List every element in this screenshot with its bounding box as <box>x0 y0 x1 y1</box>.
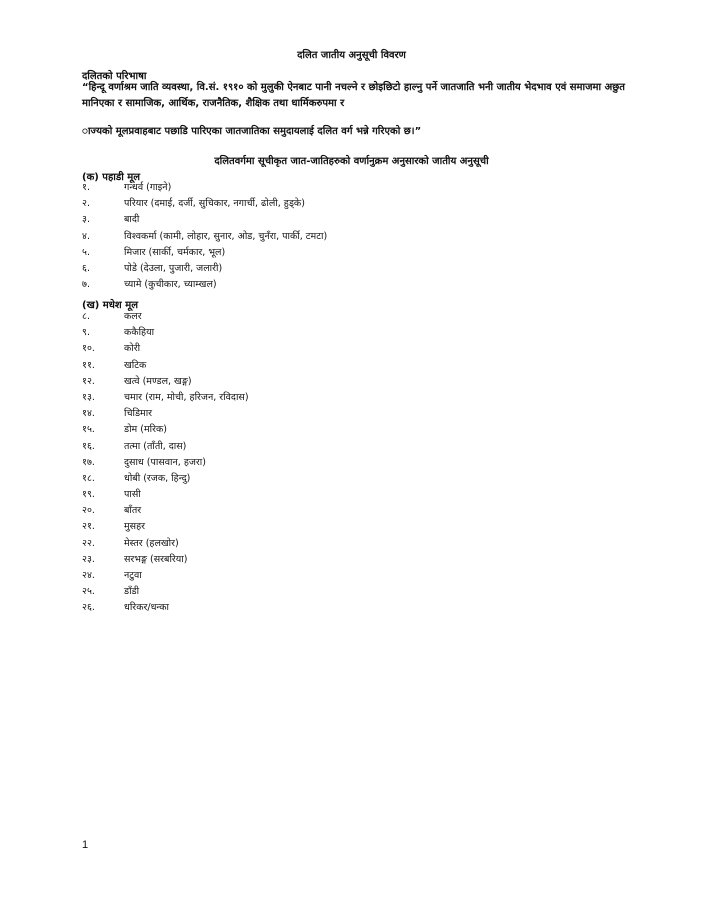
caste-name: पोडे (देउला, पुजारी, जलारी) <box>124 262 223 274</box>
list-item <box>82 568 249 584</box>
caste-name: मुसहर <box>124 521 146 533</box>
caste-name: पासी <box>124 489 141 501</box>
caste-name: खत्वे (मण्डल, खङ्ग) <box>124 375 192 387</box>
list-item <box>82 325 249 341</box>
item-number: ९. <box>82 327 90 339</box>
list-item <box>82 584 249 600</box>
item-number: ७. <box>82 279 90 291</box>
caste-name: डाँडी <box>124 586 140 598</box>
caste-name: धरिकर/धन्का <box>124 602 169 614</box>
item-number: ३. <box>82 214 90 226</box>
list-item <box>82 390 249 406</box>
caste-name: डोम (मरिक) <box>124 424 167 436</box>
list-item <box>82 245 327 261</box>
item-number: १७. <box>82 456 95 468</box>
item-number: २६. <box>82 602 95 614</box>
definition-heading: दलितको परिभाषा <box>82 71 147 82</box>
item-number: १८. <box>82 472 95 484</box>
caste-name: मिजार (सार्की, चर्मकार, भूल) <box>124 246 226 258</box>
caste-name: कलर <box>124 311 142 322</box>
list-item <box>82 341 249 357</box>
list-item <box>82 536 249 552</box>
caste-name: सरभङ्ग (सरबरिया) <box>124 553 188 565</box>
list-item <box>82 487 249 503</box>
item-number: १२. <box>82 375 95 387</box>
caste-name: खटिक <box>124 359 147 371</box>
list-item <box>82 406 249 422</box>
list-item <box>82 519 249 535</box>
list-item <box>82 212 327 228</box>
item-number: १९. <box>82 489 95 501</box>
caste-name: कोरी <box>124 343 141 355</box>
section-a-heading: (क) पहाडी मूल <box>82 172 141 183</box>
item-number: २०. <box>82 505 95 517</box>
list-item <box>82 471 249 487</box>
item-number: ४. <box>82 230 90 242</box>
section-b-list <box>82 309 249 617</box>
caste-name: बादी <box>124 214 140 226</box>
definition-paragraph-1: “हिन्दू वर्णाश्रम जाति व्यवस्था, वि.सं. १९१० को मुलुकी ऐनबाट पानी नचल्ने र छोइछिटो हाल्नु पर्ने जातजाति भनी जातीय भेदभाव एवं समाजमा अछुत मानिएका र सामाजिक, आर्थिक, राजनैतिक, शैक्षिक तथा धार्मिकरुपमा र <box>82 82 625 109</box>
list-item <box>82 374 249 390</box>
caste-name: बाँतर <box>124 505 142 517</box>
item-number: ८. <box>82 311 90 322</box>
item-number: २१. <box>82 521 95 533</box>
caste-name: विश्वकर्मा (कामी, लोहार, सुनार, ओड, चुनँरा, पार्की, टमटा) <box>124 230 328 242</box>
section-b-heading: (ख) मधेश मूल <box>82 300 138 311</box>
list-item <box>82 439 249 455</box>
item-number: १६. <box>82 440 95 452</box>
list-item <box>82 455 249 471</box>
item-number: ५. <box>82 246 90 258</box>
item-number: १३. <box>82 391 95 403</box>
item-number: २५. <box>82 586 95 598</box>
caste-name: ककैहिया <box>124 327 155 339</box>
list-item <box>82 229 327 245</box>
item-number: २३. <box>82 553 95 565</box>
list-item <box>82 552 249 568</box>
caste-name: धोबी (रजक, हिन्दु) <box>124 472 191 484</box>
caste-name: मेस्तर (हलखोर) <box>124 537 179 549</box>
page-number: 1 <box>82 839 89 851</box>
item-number: २२. <box>82 537 95 549</box>
caste-name: परियार (दमाई, दर्जी, सुचिकार, नगार्ची, ढोली, हुड्के) <box>124 198 305 210</box>
item-number: २. <box>82 198 90 210</box>
document-title: दलित जातीय अनुसूची विवरण <box>297 50 406 61</box>
caste-name: गन्धर्व (गाइने) <box>124 182 172 193</box>
item-number: ६. <box>82 262 90 274</box>
item-number: ११. <box>82 359 95 371</box>
caste-name: दुसाध (पासवान, हजरा) <box>124 456 206 468</box>
list-item <box>82 358 249 374</box>
item-number: १५. <box>82 424 95 436</box>
list-item <box>82 600 249 616</box>
item-number: १. <box>82 182 90 193</box>
list-item <box>82 261 327 277</box>
list-item <box>82 180 327 196</box>
list-item <box>82 196 327 212</box>
list-item <box>82 277 327 293</box>
section-a-list <box>82 180 327 293</box>
item-number: १०. <box>82 343 95 355</box>
list-item <box>82 422 249 438</box>
caste-name: चिडिमार <box>124 408 153 420</box>
caste-name: तत्मा (ताँती, दास) <box>124 440 187 452</box>
caste-name: च्यामे (कुचीकार, च्याम्खल) <box>124 279 217 291</box>
item-number: २४. <box>82 570 95 581</box>
item-number: १४. <box>82 408 95 420</box>
caste-name: चमार (राम, मोची, हरिजन, रविदास) <box>124 391 249 403</box>
definition-paragraph-2: ाज्यको मूलप्रवाहबाट पछाडि पारिएका जातजातिका समुदायलाई दलित वर्ग भन्ने गरिएको छ।” <box>82 126 422 137</box>
list-item <box>82 309 249 325</box>
caste-name: नटुवा <box>124 570 142 581</box>
list-item <box>82 503 249 519</box>
schedule-title: दलितवर्गमा सूचीकृत जात-जातिहरुको वर्णानुक्रम अनुसारको जातीय अनुसूची <box>214 156 489 167</box>
